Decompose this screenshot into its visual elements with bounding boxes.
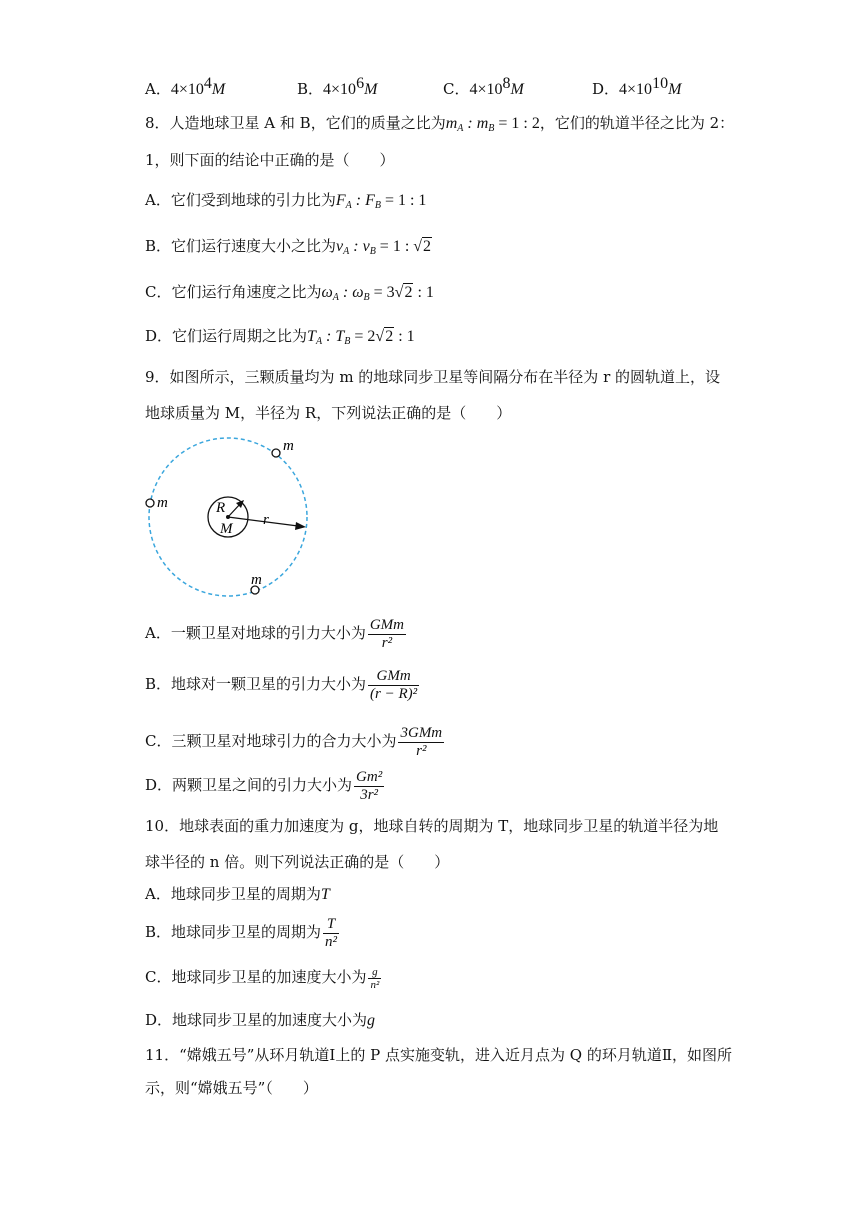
- q10-b-fraction: $\frac{T}{\text{n²}}$: [325, 915, 338, 950]
- q10-option-c: C．地球同步卫星的加速度大小为 $\frac{g}{\text{n²}}$: [145, 965, 380, 991]
- satellite-left: [146, 499, 154, 507]
- q10-option-d: D．地球同步卫星的加速度大小为g: [145, 1011, 376, 1029]
- q8-stem-line2: 1，则下面的结论中正确的是（ ）: [145, 151, 395, 169]
- q10-c-fraction: $\frac{g}{\text{n²}}$: [370, 965, 380, 991]
- q9-orbit-diagram: [138, 432, 318, 602]
- orbit-radius-label: r: [263, 512, 269, 528]
- orbit-radius-arrowhead: [295, 522, 306, 530]
- q9-d-fraction: $\frac{\text{Gm²}}{\text{3r²}}$: [356, 768, 383, 803]
- q10-option-b: B．地球同步卫星的周期为 $\frac{T}{\text{n²}}$: [145, 915, 338, 950]
- q8-stem-line1: 8．人造地球卫星 A 和 B，它们的质量之比为$m_A$ : $m_B = 1$ : 2，它们的轨道半径之比为 2：: [145, 114, 735, 134]
- q9-b-fraction: $\frac{\text{GMm}}{\text{(r − R)²}}$: [370, 667, 418, 702]
- q7-option-c: C．$4\times 10^8M$: [443, 75, 524, 98]
- q7-option-d: D．$4\times 10^{10}M$: [592, 75, 682, 98]
- q7-option-b: B．$4\times 10^6M$: [297, 75, 378, 98]
- earth-mass-label: M: [220, 521, 233, 537]
- q9-stem-line1: 9．如图所示，三颗质量均为 m 的地球同步卫星等间隔分布在半径为 r 的圆轨道上，设: [145, 368, 721, 386]
- satellite-left-label: m: [157, 495, 168, 511]
- q9-option-d: D．两颗卫星之间的引力大小为 $\frac{\text{Gm²}}{\text{3r²}}$: [145, 768, 383, 803]
- q9-a-fraction: $\frac{\text{GMm}}{\text{r²}}$: [369, 616, 405, 651]
- q9-option-a: A．一颗卫星对地球的引力大小为 $\frac{\text{GMm}}{\text{r²}}$: [145, 616, 405, 651]
- q8-mass-ratio: $m_A$ : $m_B = 1$ : 2: [445, 115, 540, 134]
- q9-stem-line2: 地球质量为 M，半径为 R，下列说法正确的是（ ）: [145, 404, 512, 422]
- satellite-bottom-label: m: [251, 572, 262, 588]
- q10-option-a: A．地球同步卫星的周期为T: [145, 885, 330, 903]
- q10-stem-line1: 10．地球表面的重力加速度为 g，地球自转的周期为 T，地球同步卫星的轨道半径为地: [145, 817, 719, 835]
- q11-stem-line1: 11．“嫦娥五号”从环月轨道Ⅰ上的 P 点实施变轨，进入近月点为 Q 的环月轨道Ⅱ，如图所: [145, 1046, 733, 1064]
- q10-stem-line2: 球半径的 n 倍。则下列说法正确的是（ ）: [145, 853, 450, 871]
- earth-radius-label: R: [216, 500, 226, 516]
- q9-c-fraction: $\frac{\text{3GMm}}{\text{r²}}$: [400, 724, 443, 759]
- satellite-top-label: m: [283, 438, 294, 454]
- q11-stem-line2: 示，则“嫦娥五号”（ ）: [145, 1079, 318, 1097]
- q7-option-a: A．$4\times 10^4M$: [145, 75, 226, 98]
- satellite-top: [272, 449, 280, 457]
- q8-option-b: B．它们运行速度大小之比为$v_A$ : $v_B = 1$ : √2: [145, 237, 432, 257]
- q8-option-a: A．它们受到地球的引力比为$F_A$ : $F_B = 1$ : 1: [145, 191, 427, 211]
- q9-option-b: B．地球对一颗卫星的引力大小为 $\frac{\text{GMm}}{\text{(r − R)²}}$: [145, 667, 418, 702]
- q8-option-c: C．它们运行角速度之比为$\omega_A$ : $\omega_B = 3√2$ : 1: [145, 283, 434, 303]
- q8-option-d: D．它们运行周期之比为$T_A$ : $T_B = 2√2$ : 1: [145, 327, 415, 347]
- q9-option-c: C．三颗卫星对地球引力的合力大小为 $\frac{\text{3GMm}}{\text{r²}}$: [145, 724, 443, 759]
